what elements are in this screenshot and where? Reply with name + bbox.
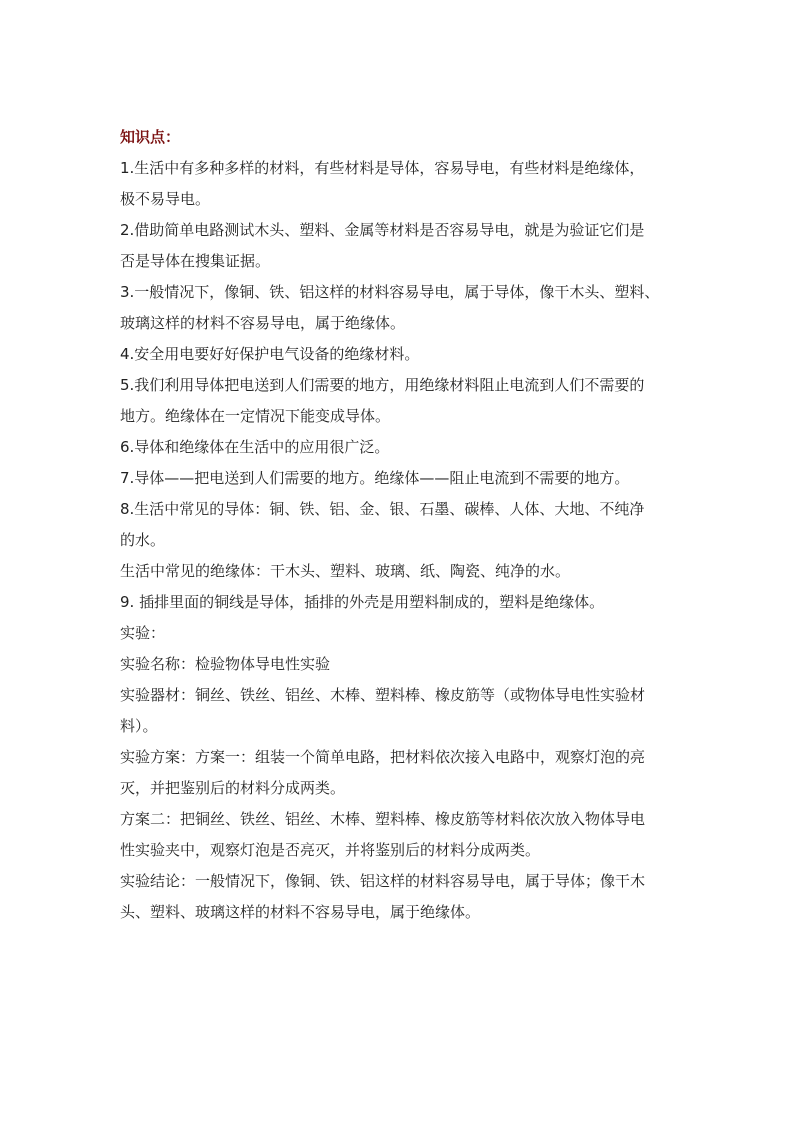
paragraph [120, 339, 680, 370]
text-line: 实验器材：铜丝、铁丝、铝丝、木棒、塑料棒、橡皮筋等（或物体导电性实验材 [120, 686, 646, 704]
paragraph [120, 432, 680, 463]
text-line: 实验结论：一般情况下，像铜、铁、铝这样的材料容易导电，属于导体；像干木 [120, 872, 646, 890]
section-heading: 知识点： [120, 128, 181, 146]
paragraph [120, 587, 680, 618]
paragraph [120, 556, 680, 587]
text-line: 2.借助简单电路测试木头、塑料、金属等材料是否容易导电，就是为验证它们是 [120, 221, 645, 239]
text-line: 实验名称：检验物体导电性实验 [120, 655, 331, 673]
paragraph [120, 804, 680, 866]
document-page [120, 122, 680, 928]
text-line: 实验： [120, 624, 166, 642]
text-line: 7.导体——把电送到人们需要的地方。绝缘体——阻止电流到不需要的地方。 [120, 469, 630, 487]
text-line: 5.我们利用导体把电送到人们需要的地方，用绝缘材料阻止电流到人们不需要的 [120, 376, 645, 394]
paragraph [120, 153, 680, 215]
paragraph [120, 215, 680, 277]
text-line: 3.一般情况下，像铜、铁、铝这样的材料容易导电，属于导体，像干木头、塑料、 [120, 283, 660, 301]
paragraph [120, 680, 680, 742]
paragraph [120, 370, 680, 432]
text-line: 1.生活中有多种多样的材料，有些材料是导体，容易导电，有些材料是绝缘体， [120, 159, 645, 177]
paragraph [120, 649, 680, 680]
text-line: 4.安全用电要好好保护电气设备的绝缘材料。 [120, 345, 420, 363]
paragraph [120, 618, 680, 649]
paragraph [120, 277, 680, 339]
paragraph-list [120, 153, 680, 928]
text-line: 生活中常见的绝缘体：干木头、塑料、玻璃、纸、陶瓷、纯净的水。 [120, 562, 571, 580]
text-line: 6.导体和绝缘体在生活中的应用很广泛。 [120, 438, 390, 456]
text-line: 料）。 [120, 717, 158, 735]
text-line: 性实验夹中，观察灯泡是否亮灭，并将鉴别后的材料分成两类。 [120, 841, 541, 859]
text-line: 灭，并把鉴别后的材料分成两类。 [120, 779, 346, 797]
paragraph [120, 463, 680, 494]
text-line: 方案二：把铜丝、铁丝、铝丝、木棒、塑料棒、橡皮筋等材料依次放入物体导电 [120, 810, 646, 828]
text-line: 实验方案：方案一：组装一个简单电路，把材料依次接入电路中，观察灯泡的亮 [120, 748, 646, 766]
paragraph [120, 494, 680, 556]
text-line: 头、塑料、玻璃这样的材料不容易导电，属于绝缘体。 [120, 903, 481, 921]
paragraph [120, 742, 680, 804]
text-line: 否是导体在搜集证据。 [120, 252, 271, 270]
paragraph [120, 866, 680, 928]
text-line: 极不易导电。 [120, 190, 211, 208]
text-line: 的水。 [120, 531, 166, 549]
text-line: 地方。绝缘体在一定情况下能变成导体。 [120, 407, 391, 425]
text-line: 玻璃这样的材料不容易导电，属于绝缘体。 [120, 314, 406, 332]
text-line: 9. 插排里面的铜线是导体，插排的外壳是用塑料制成的，塑料是绝缘体。 [120, 593, 605, 611]
text-line: 8.生活中常见的导体：铜、铁、铝、金、银、石墨、碳棒、人体、大地、不纯净 [120, 500, 645, 518]
